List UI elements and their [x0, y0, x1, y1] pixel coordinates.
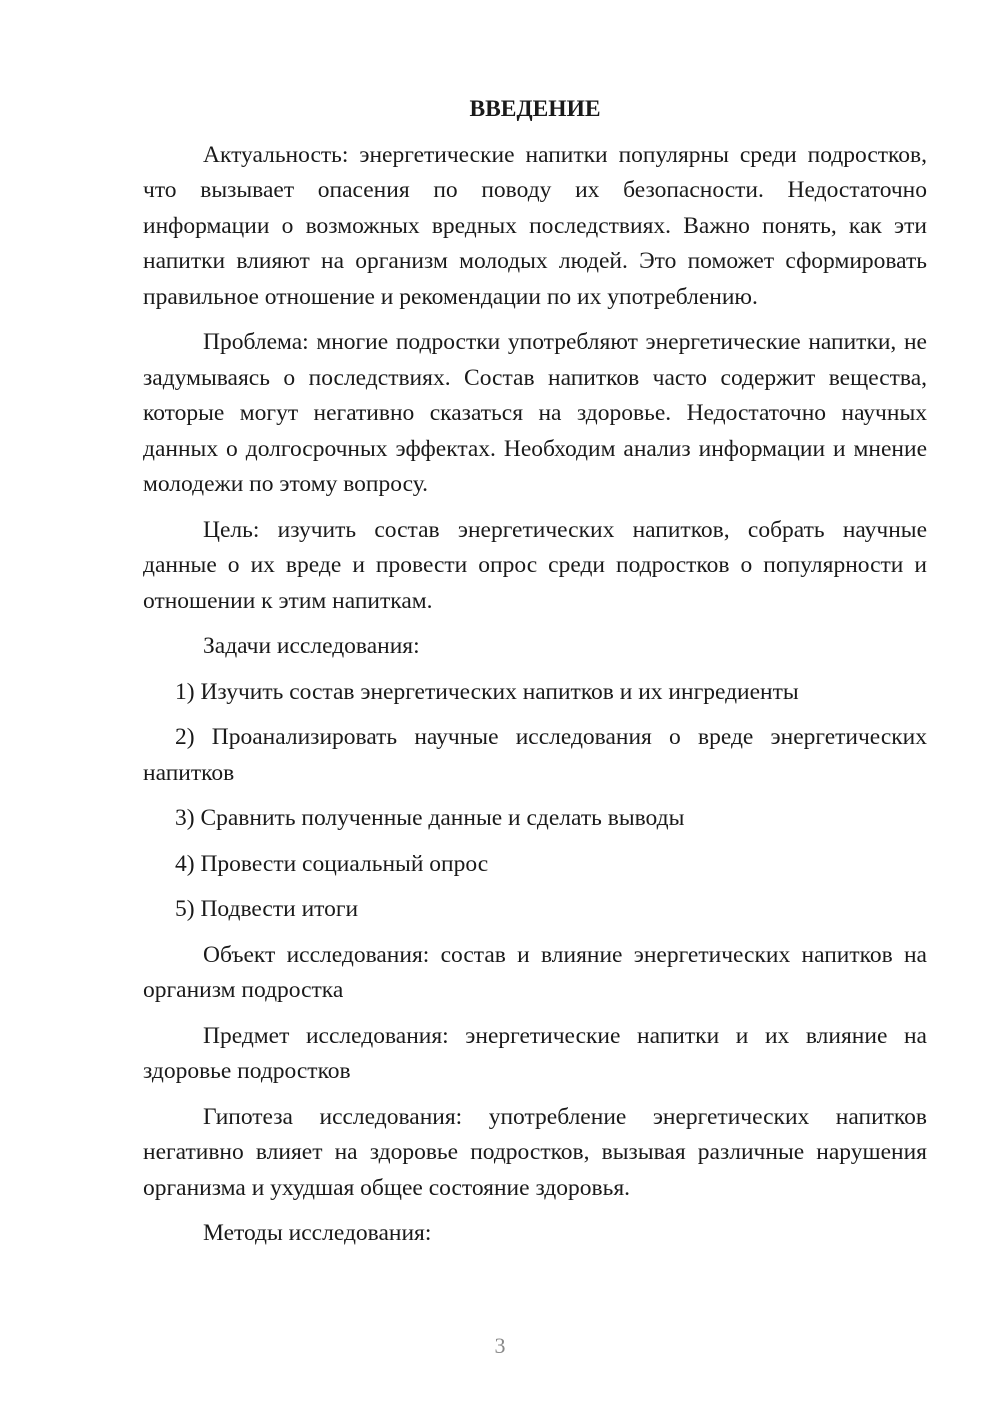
task-item: 5) Подвести итоги [175, 896, 359, 922]
task-item: 1) Изучить состав энергетических напитков и их ингредиенты [175, 678, 799, 705]
subject-paragraph: Предмет исследования: энергетические напитки и их влияние на здоровье подростков [143, 1022, 927, 1084]
task-item: 2) Проанализировать научные исследования о вреде энергетических напитков [143, 724, 927, 786]
goal-paragraph: Цель: изучить состав энергетических напитков, собрать научные данные о их вреде и провести опрос среди подростков о популярности и отношении к этим напиткам. [143, 516, 927, 614]
tasks-title: Задачи исследования: [203, 633, 420, 659]
section-heading: ВВЕДЕНИЕ [469, 96, 601, 122]
relevance-paragraph: Актуальность: энергетические напитки популярны среди подростков, что вызывает опасения по поводу их безопасности. Недостаточно информации о возможных вредных последствиях. Важно понять, как эти напитки влияют на организм молодых людей. Это поможет сформировать правильное отношение и рекомендации по их употреблению. [143, 141, 927, 310]
tasks-list [143, 675, 927, 928]
methods-title: Методы исследования: [203, 1220, 432, 1246]
hypothesis-paragraph: Гипотеза исследования: употребление энергетических напитков негативно влияет на здоровье подростков, вызывая различные нарушения организма и ухудшая общее состояние здоровья. [143, 1103, 927, 1201]
task-item: 3) Сравнить полученные данные и сделать выводы [175, 805, 685, 831]
document-body [143, 92, 927, 1262]
object-paragraph: Объект исследования: состав и влияние энергетических напитков на организм подростка [143, 941, 927, 1003]
problem-paragraph: Проблема: многие подростки употребляют энергетические напитки, не задумываясь о последствиях. Состав напитков часто содержит вещества, которые могут негативно сказаться на здоровье. Недостаточно научных данных о долгосрочных эффектах. Необходим анализ информации и мнение молодежи по этому вопросу. [143, 329, 927, 497]
page-number: 3 [494, 1333, 506, 1358]
task-item: 4) Провести социальный опрос [175, 850, 489, 877]
